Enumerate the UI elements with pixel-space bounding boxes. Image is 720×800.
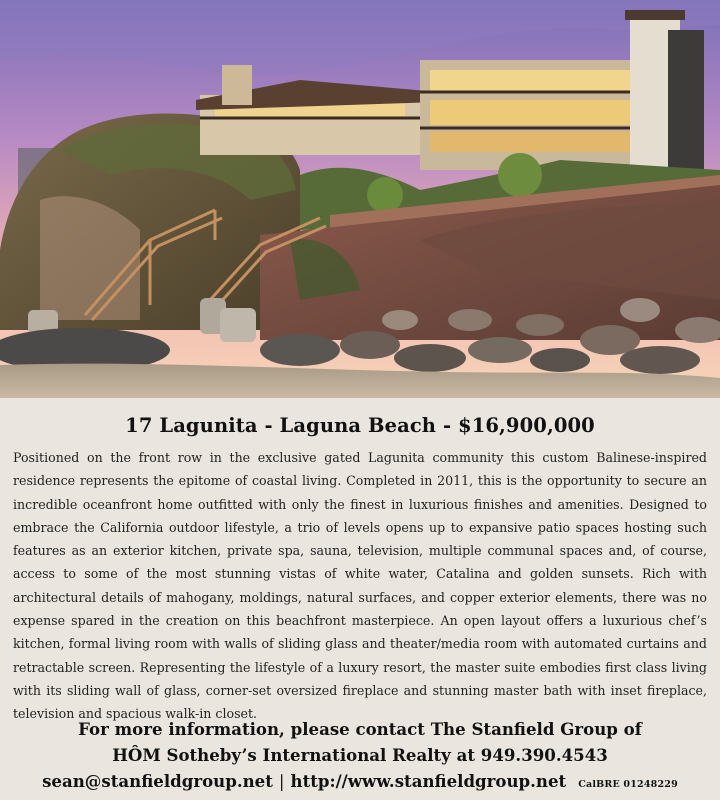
- contact-line-1: For more information, please contact The Stanfield Group of: [78, 719, 642, 739]
- contact-line-3: [0, 768, 720, 798]
- contact-line-2: HÔM Sotheby’s International Realty at 949.390.4543: [112, 745, 608, 765]
- website-link[interactable]: http://www.stanfieldgroup.net: [290, 771, 567, 791]
- listing-text-panel: [0, 398, 720, 800]
- email-link[interactable]: sean@stanfieldgroup.net: [42, 771, 273, 791]
- listing-headline: 17 Lagunita - Laguna Beach - $16,900,000: [125, 414, 595, 437]
- contact-separator: |: [278, 772, 285, 791]
- listing-description: Positioned on the front row in the exclusive gated Lagunita community this custom Balinese-inspired residence represents the epitome of coastal living. Completed in 2011, this is the opportunity to secure an incredible oceanfront home outfitted with only the finest in luxurious finishes and amenities. Designed to embrace the California outdoor lifestyle, a trio of levels opens up to expansive patio spaces hosting such features as an exterior kitchen, private spa, sauna, television, multiple communal spaces and, of course, access to some of the most stunning vistas of white water, Catalina and golden sunsets. Rich with architectural details of mahogany, moldings, natural surfaces, and copper exterior elements, there was no expense spared in the creation on this beachfront masterpiece. An open layout offers a luxurious chef’s kitchen, formal living room with walls of sliding glass and theater/media room with automated curtains and retractable screen. Representing the lifestyle of a luxury resort, the master suite embodies first class living with its sliding wall of glass, corner-set oversized fireplace and stunning master bath with inset fireplace, television and spacious walk-in closet.: [13, 450, 707, 722]
- property-photo: [0, 0, 720, 398]
- license-number: CalBRE 01248229: [578, 779, 678, 790]
- contact-block: [0, 716, 720, 798]
